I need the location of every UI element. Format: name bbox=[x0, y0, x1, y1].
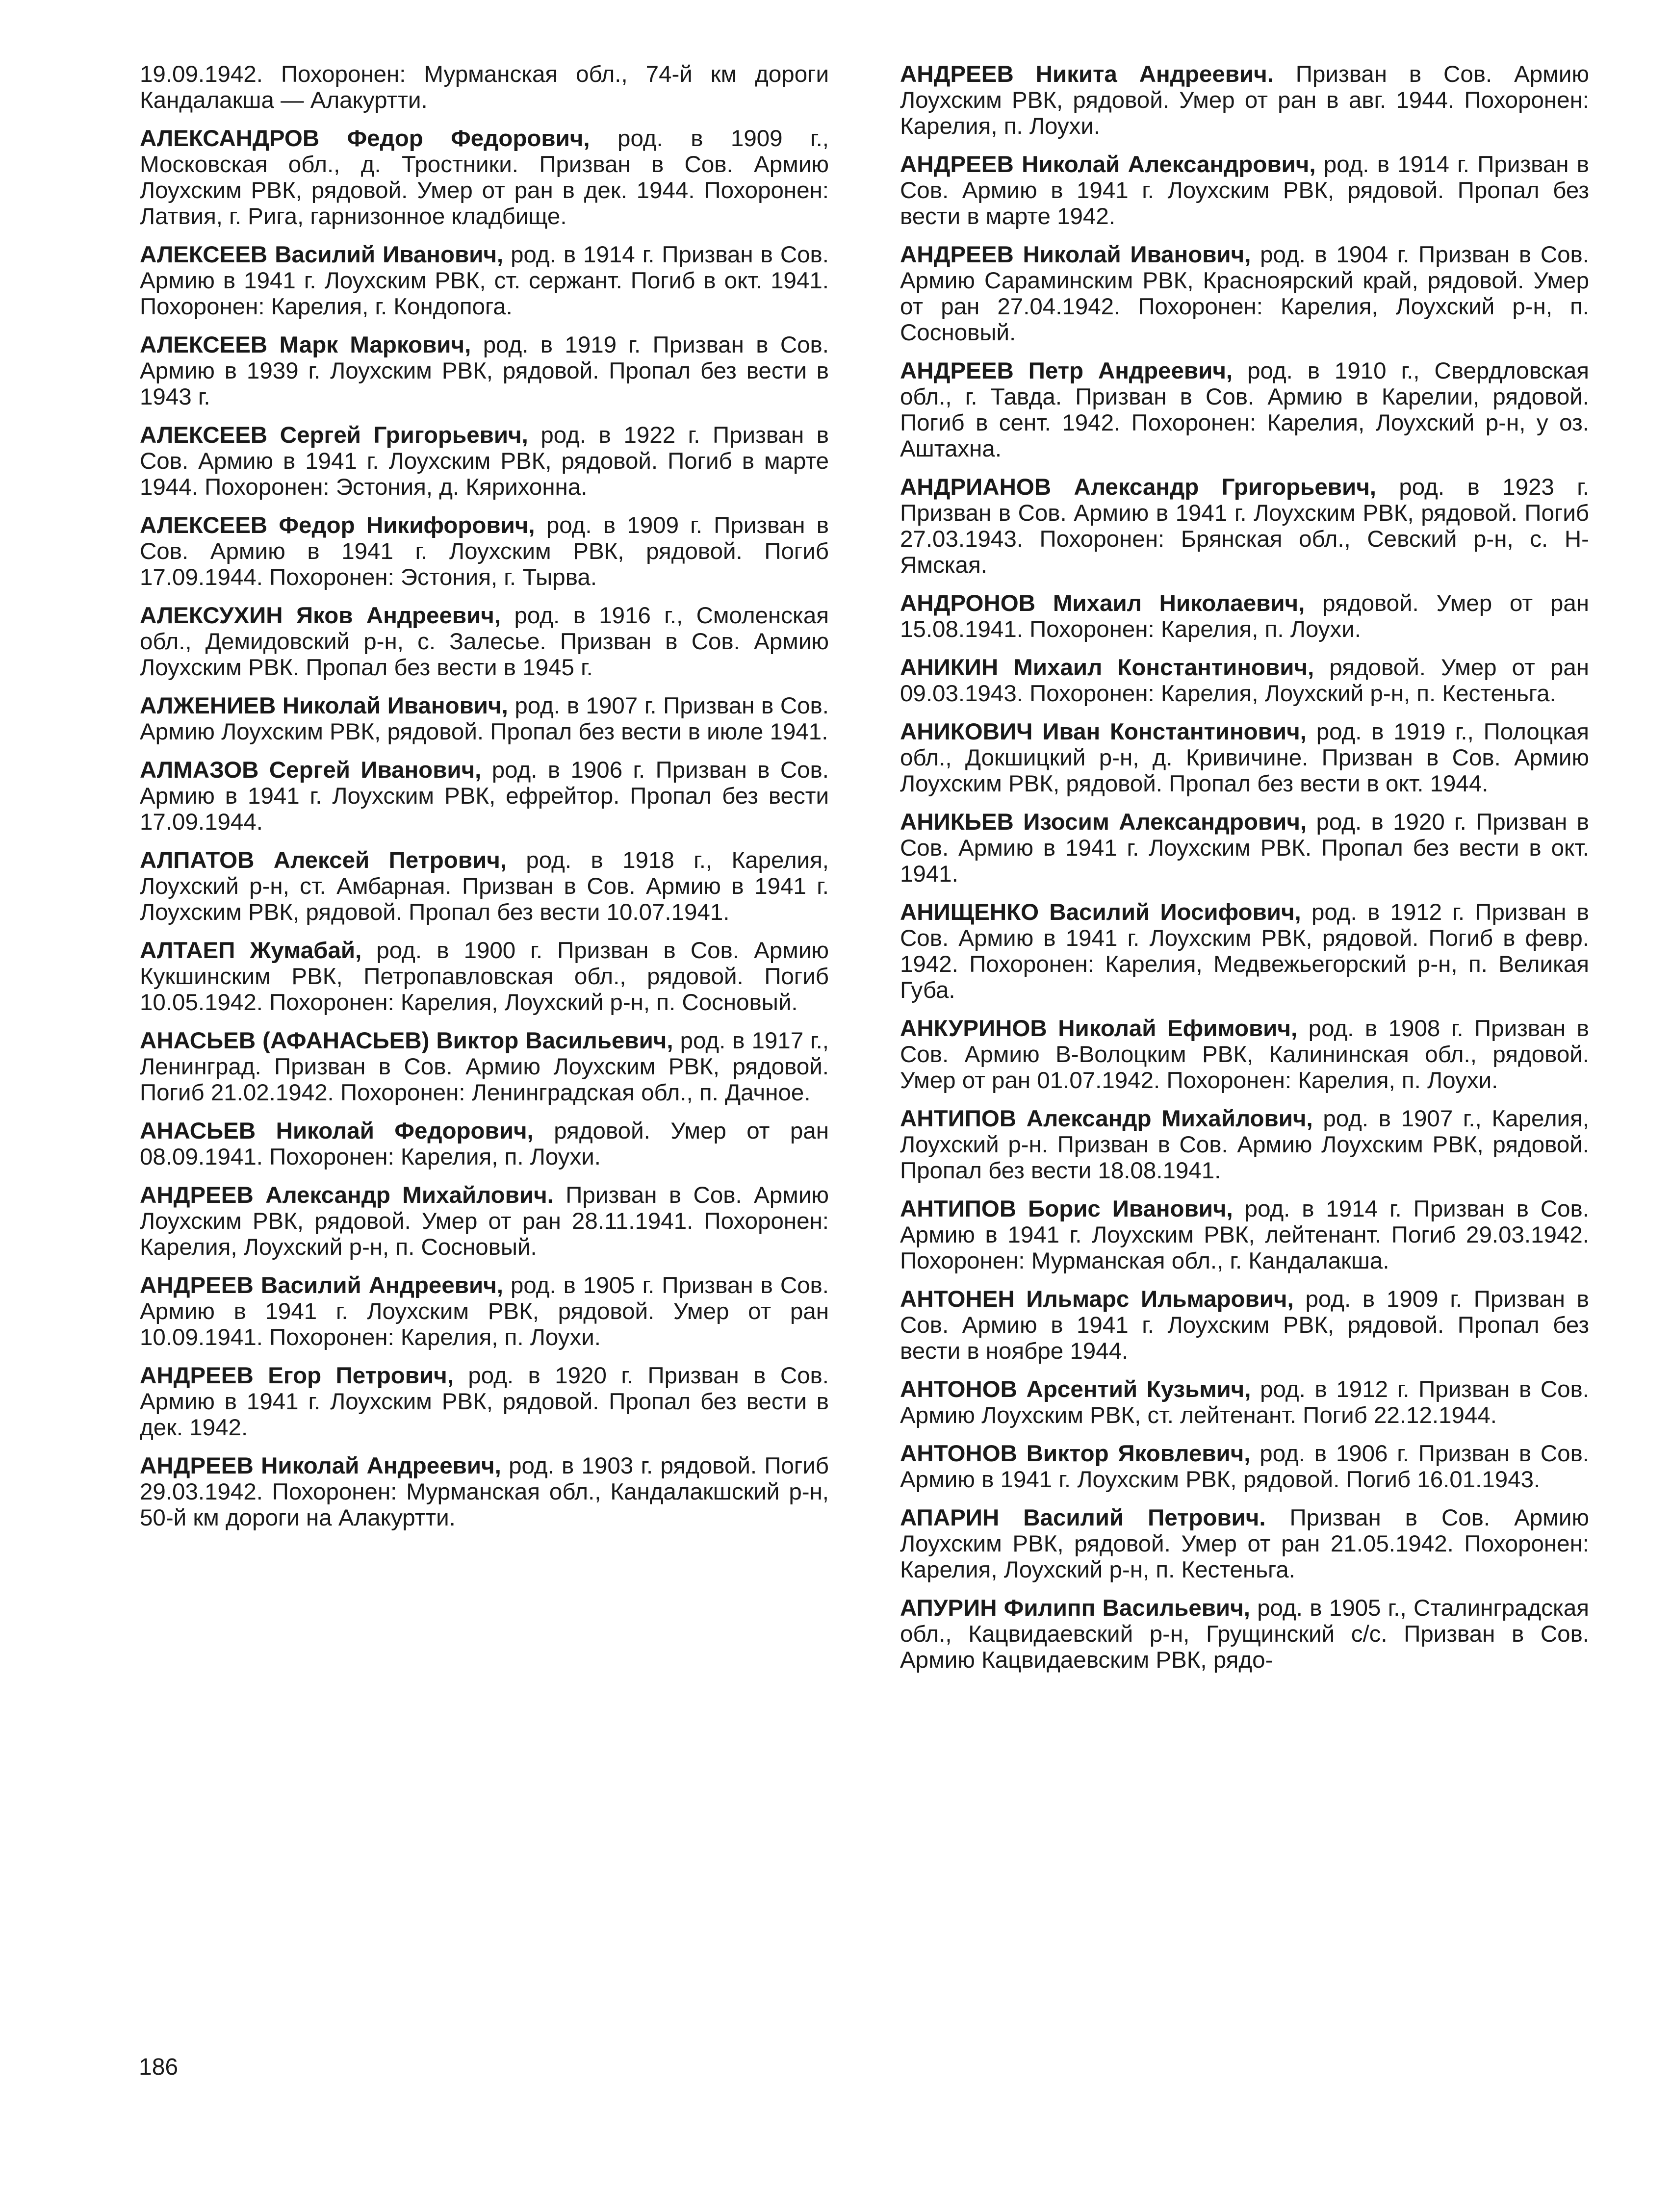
entry-name: АНДРЕЕВ Егор Петрович, bbox=[140, 1363, 454, 1389]
entry-text: род. в 1917 г., Ленинград. Призван в Сов. Армию Лоухским РВК, рядовой. Погиб 21.02.1942. Похоронен: Ленинградская обл., п. Дачное. bbox=[140, 1028, 829, 1106]
entry-text: род. в 1912 г. Призван в Сов. Армию в 1941 г. Лоухским РВК, рядовой. Погиб в февр. 1942. Похоронен: Карелия, Медвежьегорский р-н, п. Великая Губа. bbox=[900, 899, 1589, 1003]
memorial-entry bbox=[900, 1286, 1589, 1364]
entry-name: АЛЕКСЕЕВ Василий Иванович, bbox=[140, 242, 504, 268]
entry-name: АНДРЕЕВ Николай Андреевич, bbox=[140, 1453, 501, 1479]
memorial-entry bbox=[900, 655, 1589, 707]
entry-text: Призван в Сов. Армию Лоухским РВК, рядовой. Умер от ран 28.11.1941. Похоронен: Карелия, Лоухский р-н, п. Сосновый. bbox=[140, 1182, 829, 1260]
entry-name: АЛТАЕП Жумабай, bbox=[140, 938, 362, 964]
entry-text: род. в 1918 г., Карелия, Лоухский р-н, ст. Амбарная. Призван в Сов. Армию в 1941 г. Лоухским РВК, рядовой. Пропал без вести 10.07.1941. bbox=[140, 847, 829, 925]
entry-text: род. в 1923 г. Призван в Сов. Армию в 1941 г. Лоухским РВК, рядовой. Погиб 27.03.1943. Похоронен: Брянская обл., Севский р-н, с. Н-Ямская. bbox=[900, 474, 1589, 578]
entry-name: АНИКИН Михаил Константинович, bbox=[900, 655, 1314, 681]
memorial-entry bbox=[140, 1453, 829, 1531]
entry-name: АНАСЬЕВ (АФАНАСЬЕВ) Виктор Васильевич, bbox=[140, 1028, 673, 1054]
entry-name: АЛЕКСУХИН Яков Андреевич, bbox=[140, 603, 501, 629]
entry-text: род. в 1907 г., Карелия, Лоухский р-н. Призван в Сов. Армию Лоухским РВК, рядовой. Пропал без вести 18.08.1941. bbox=[900, 1106, 1589, 1184]
entry-name: АНДРЕЕВ Петр Андреевич, bbox=[900, 358, 1233, 384]
entry-text: род. в 1914 г. Призван в Сов. Армию в 1941 г. Лоухским РВК, ст. сержант. Погиб в окт. 1941. Похоронен: Карелия, г. Кондопога. bbox=[140, 242, 829, 320]
memorial-entry bbox=[140, 603, 829, 681]
memorial-entry bbox=[140, 1363, 829, 1441]
entry-text: род. в 1919 г., Полоцкая обл., Докшицкий р-н, д. Кривичине. Призван в Сов. Армию Лоухским РВК, рядовой. Пропал без вести в окт. 1944. bbox=[900, 719, 1589, 797]
memorial-entry bbox=[140, 512, 829, 590]
memorial-entry bbox=[900, 474, 1589, 578]
entry-name: АЛЕКСЕЕВ Марк Маркович, bbox=[140, 332, 471, 358]
memorial-entry bbox=[900, 590, 1589, 642]
entry-text: род. в 1900 г. Призван в Сов. Армию Кукшинским РВК, Петропавловская обл., рядовой. Погиб 10.05.1942. Похоронен: Карелия, Лоухский р-н, п. Сосновый. bbox=[140, 938, 829, 1016]
memorial-entry bbox=[900, 1441, 1589, 1493]
memorial-entry bbox=[900, 809, 1589, 887]
entry-name: АЛПАТОВ Алексей Петрович, bbox=[140, 847, 507, 873]
memorial-entry bbox=[140, 938, 829, 1016]
entry-name: АНАСЬЕВ Николай Федорович, bbox=[140, 1118, 534, 1144]
memorial-entry bbox=[140, 126, 829, 229]
entry-name: АПАРИН Василий Петрович. bbox=[900, 1505, 1266, 1531]
entry-name: АНТИПОВ Александр Михайлович, bbox=[900, 1106, 1313, 1132]
memorial-entry bbox=[900, 61, 1589, 139]
entry-name: АНТОНОВ Арсентий Кузьмич, bbox=[900, 1376, 1251, 1402]
memorial-entry bbox=[900, 1376, 1589, 1428]
entry-name: АЛЕКСЕЕВ Сергей Григорьевич, bbox=[140, 422, 528, 448]
left-column bbox=[140, 61, 829, 1543]
entry-text: род. в 1908 г. Призван в Сов. Армию В-Волоцким РВК, Калининская обл., рядовой. Умер от ран 01.07.1942. Похоронен: Карелия, п. Лоухи. bbox=[900, 1016, 1589, 1093]
memorial-entry bbox=[140, 1118, 829, 1170]
memorial-entry bbox=[900, 358, 1589, 462]
entry-text: род. в 1909 г. Призван в Сов. Армию в 1941 г. Лоухским РВК, рядовой. Погиб 17.09.1944. Похоронен: Эстония, г. Тырва. bbox=[140, 512, 829, 590]
entry-name: АЛЖЕНИЕВ Николай Иванович, bbox=[140, 693, 508, 719]
entry-text: род. в 1907 г. Призван в Сов. Армию Лоухским РВК, рядовой. Пропал без вести в июле 1941. bbox=[140, 693, 829, 745]
memorial-entry bbox=[900, 1595, 1589, 1673]
memorial-entry bbox=[900, 1106, 1589, 1184]
entry-text: рядовой. Умер от ран 15.08.1941. Похоронен: Карелия, п. Лоухи. bbox=[900, 590, 1589, 642]
memorial-entry bbox=[900, 1016, 1589, 1093]
entry-name: АНИКОВИЧ Иван Константинович, bbox=[900, 719, 1307, 745]
entry-name: АНИКЬЕВ Изосим Александрович, bbox=[900, 809, 1307, 835]
memorial-entry bbox=[140, 61, 829, 113]
memorial-entry bbox=[900, 719, 1589, 797]
memorial-entry bbox=[140, 847, 829, 925]
entry-name: АНДРЕЕВ Никита Андреевич. bbox=[900, 61, 1274, 87]
right-column bbox=[900, 61, 1589, 1685]
entry-text: рядовой. Умер от ран 09.03.1943. Похоронен: Карелия, Лоухский р-н, п. Кестеньга. bbox=[900, 655, 1589, 707]
entry-name: АНТОНОВ Виктор Яковлевич, bbox=[900, 1441, 1251, 1467]
memorial-entry bbox=[140, 422, 829, 500]
entry-text: род. в 1906 г. Призван в Сов. Армию в 1941 г. Лоухским РВК, рядовой. Погиб 16.01.1943. bbox=[900, 1441, 1589, 1493]
memorial-entry bbox=[900, 242, 1589, 346]
entry-name: АЛЕКСЕЕВ Федор Никифорович, bbox=[140, 512, 535, 538]
entry-text: род. в 1906 г. Призван в Сов. Армию в 1941 г. Лоухским РВК, ефрейтор. Пропал без вести 17.09.1944. bbox=[140, 757, 829, 835]
entry-text: род. в 1905 г., Сталинградская обл., Кацвидаевский р-н, Грущинский с/с. Призван в Сов. Армию Кацвидаевским РВК, рядо- bbox=[900, 1595, 1589, 1673]
memorial-entry bbox=[900, 899, 1589, 1003]
entry-name: АНДРОНОВ Михаил Николаевич, bbox=[900, 590, 1305, 616]
entry-name: АНДРЕЕВ Василий Андреевич, bbox=[140, 1272, 503, 1298]
entry-text: род. в 1910 г., Свердловская обл., г. Тавда. Призван в Сов. Армию в Карелии, рядовой. Погиб в сент. 1942. Похоронен: Карелия, Лоухский р-н, у оз. Аштахна. bbox=[900, 358, 1589, 462]
entry-text: род. в 1904 г. Призван в Сов. Армию Сараминским РВК, Красноярский край, рядовой. Умер от ран 27.04.1942. Похоронен: Карелия, Лоухский р-н, п. Сосновый. bbox=[900, 242, 1589, 346]
entry-text: род. в 1922 г. Призван в Сов. Армию в 1941 г. Лоухским РВК, рядовой. Погиб в марте 1944. Похоронен: Эстония, д. Кярихонна. bbox=[140, 422, 829, 500]
entry-name: АНДРЕЕВ Александр Михайлович. bbox=[140, 1182, 554, 1208]
entry-name: АЛМАЗОВ Сергей Иванович, bbox=[140, 757, 482, 783]
memorial-entry bbox=[900, 152, 1589, 229]
memorial-entry bbox=[900, 1505, 1589, 1583]
entry-text: род. в 1919 г. Призван в Сов. Армию в 1939 г. Лоухским РВК, рядовой. Пропал без вести в 1943 г. bbox=[140, 332, 829, 410]
entry-name: АНТОНЕН Ильмарс Ильмарович, bbox=[900, 1286, 1294, 1312]
entry-text: род. в 1914 г. Призван в Сов. Армию в 1941 г. Лоухским РВК, рядовой. Пропал без вести в марте 1942. bbox=[900, 152, 1589, 229]
entry-text: род. в 1920 г. Призван в Сов. Армию в 1941 г. Лоухским РВК, рядовой. Пропал без вести в дек. 1942. bbox=[140, 1363, 829, 1441]
entry-text: род. в 1914 г. Призван в Сов. Армию в 1941 г. Лоухским РВК, лейтенант. Погиб 29.03.1942. Похоронен: Мурманская обл., г. Кандалакша. bbox=[900, 1196, 1589, 1274]
entry-name: АНКУРИНОВ Николай Ефимович, bbox=[900, 1016, 1298, 1042]
memorial-entry bbox=[140, 693, 829, 745]
memorial-entry bbox=[140, 1182, 829, 1260]
entry-text: род. в 1920 г. Призван в Сов. Армию в 1941 г. Лоухским РВК. Пропал без вести в окт. 1941. bbox=[900, 809, 1589, 887]
entry-text: 19.09.1942. Похоронен: Мурманская обл., 74-й км дороги Кандалакша — Алакуртти. bbox=[140, 61, 829, 113]
memorial-entry bbox=[140, 757, 829, 835]
entry-text: Призван в Сов. Армию Лоухским РВК, рядовой. Умер от ран в авг. 1944. Похоронен: Карелия, п. Лоухи. bbox=[900, 61, 1589, 139]
entry-text: род. в 1909 г., Московская обл., д. Тростники. Призван в Сов. Армию Лоухским РВК, рядовой. Умер от ран в дек. 1944. Похоронен: Латвия, г. Рига, гарнизонное кладбище. bbox=[140, 126, 829, 229]
memorial-entry bbox=[140, 1028, 829, 1106]
memorial-entry bbox=[140, 1272, 829, 1350]
entry-name: АПУРИН Филипп Васильевич, bbox=[900, 1595, 1250, 1621]
memorial-entry bbox=[140, 242, 829, 320]
entry-name: АНДРЕЕВ Николай Иванович, bbox=[900, 242, 1251, 268]
memorial-entry bbox=[140, 332, 829, 410]
entry-name: АНТИПОВ Борис Иванович, bbox=[900, 1196, 1233, 1222]
page-number: 186 bbox=[139, 2054, 179, 2080]
memorial-entry bbox=[900, 1196, 1589, 1274]
entry-text: Призван в Сов. Армию Лоухским РВК, рядовой. Умер от ран 21.05.1942. Похоронен: Карелия, Лоухский р-н, п. Кестеньга. bbox=[900, 1505, 1589, 1583]
entry-text: род. в 1916 г., Смоленская обл., Демидовский р-н, с. Залесье. Призван в Сов. Армию Лоухским РВК. Пропал без вести в 1945 г. bbox=[140, 603, 829, 681]
entry-name: АНДРЕЕВ Николай Александрович, bbox=[900, 152, 1316, 178]
entry-text: род. в 1912 г. Призван в Сов. Армию Лоухским РВК, ст. лейтенант. Погиб 22.12.1944. bbox=[900, 1376, 1589, 1428]
entry-text: род. в 1909 г. Призван в Сов. Армию в 1941 г. Лоухским РВК, рядовой. Пропал без вести в ноябре 1944. bbox=[900, 1286, 1589, 1364]
entry-name: АНДРИАНОВ Александр Григорьевич, bbox=[900, 474, 1376, 500]
entry-name: АЛЕКСАНДРОВ Федор Федорович, bbox=[140, 126, 590, 152]
entry-text: рядовой. Умер от ран 08.09.1941. Похоронен: Карелия, п. Лоухи. bbox=[140, 1118, 829, 1170]
entry-name: АНИЩЕНКО Василий Иосифович, bbox=[900, 899, 1301, 925]
entry-text: род. в 1905 г. Призван в Сов. Армию в 1941 г. Лоухским РВК, рядовой. Умер от ран 10.09.1941. Похоронен: Карелия, п. Лоухи. bbox=[140, 1272, 829, 1350]
entry-text: род. в 1903 г. рядовой. Погиб 29.03.1942. Похоронен: Мурманская обл., Кандалакшский р-н, 50-й км дороги на Алакуртти. bbox=[140, 1453, 829, 1531]
